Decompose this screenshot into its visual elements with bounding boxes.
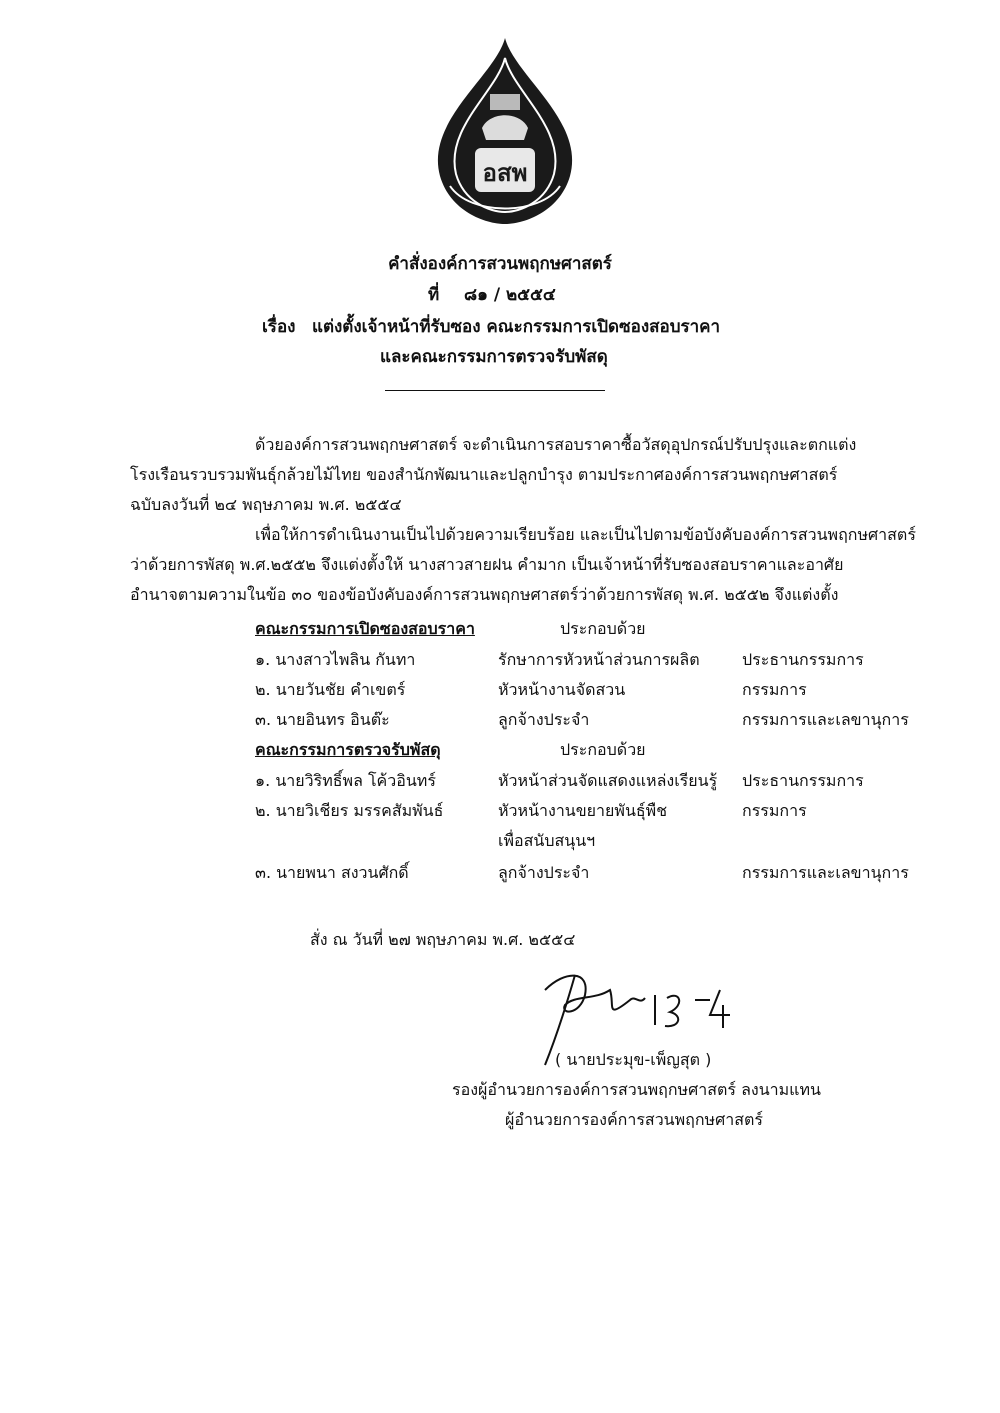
committee1-member1-position: รักษาการหัวหน้าส่วนการผลิต xyxy=(498,650,700,669)
subject-line2: และคณะกรรมการตรวจรับพัสดุ xyxy=(380,347,608,367)
committee2-title: คณะกรรมการตรวจรับพัสดุ xyxy=(255,740,441,759)
signer-name: ( นายประมุข-เพ็ญสุต ) xyxy=(555,1050,712,1069)
committee2-member3-position: ลูกจ้างประจำ xyxy=(498,863,590,882)
para1-line1: ด้วยองค์การสวนพฤกษศาสตร์ จะดำเนินการสอบราคาซื้อวัสดุอุปกรณ์ปรับปรุงและตกแต่ง xyxy=(255,435,857,454)
svg-text:อสพ: อสพ xyxy=(482,159,528,187)
order-number-label: ที่ xyxy=(428,285,440,305)
header-divider xyxy=(385,390,605,391)
committee1-member1-name: ๑. นางสาวไพลิน กันทา xyxy=(255,650,416,669)
committee2-member2-position-cont: เพื่อสนับสนุนฯ xyxy=(498,831,596,850)
committee2-member2-name: ๒. นายวิเชียร มรรคสัมพันธ์ xyxy=(255,801,444,820)
committee1-member2-name: ๒. นายวันชัย คำเขตร์ xyxy=(255,680,406,699)
committee1-member3-role: กรรมการและเลขานุการ xyxy=(742,710,909,729)
committee1-title: คณะกรรมการเปิดซองสอบราคา xyxy=(255,619,475,638)
committee1-member2-role: กรรมการ xyxy=(742,680,807,699)
committee1-member3-name: ๓. นายอินทร อินต๊ะ xyxy=(255,710,390,729)
organization-emblem-icon xyxy=(420,36,590,226)
committee2-member2-position: หัวหน้างานขยายพันธุ์พืช xyxy=(498,801,668,820)
committee2-member3-name: ๓. นายพนา สงวนศักดิ์ xyxy=(255,863,409,882)
para2-line1: เพื่อให้การดำเนินงานเป็นไปด้วยความเรียบร้อย และเป็นไปตามข้อบังคับองค์การสวนพฤกษศาสตร์ xyxy=(255,525,916,544)
para2-line3: อำนาจตามความในข้อ ๓๐ ของข้อบังคับองค์การสวนพฤกษศาสตร์ว่าด้วยการพัสดุ พ.ศ. ๒๕๕๒ จึงแต่งตั้ง xyxy=(130,585,839,604)
committee1-member3-position: ลูกจ้างประจำ xyxy=(498,710,590,729)
para1-line3: ฉบับลงวันที่ ๒๔ พฤษภาคม พ.ศ. ๒๕๕๔ xyxy=(130,495,402,514)
committee2-member1-name: ๑. นายวิริทธิ์พล โค้วอินทร์ xyxy=(255,771,436,790)
committee2-member1-position: หัวหน้าส่วนจัดแสดงแหล่งเรียนรู้ xyxy=(498,771,718,790)
committee1-member2-position: หัวหน้างานจัดสวน xyxy=(498,680,626,699)
committee2-member3-role: กรรมการและเลขานุการ xyxy=(742,863,909,882)
signer-title2: ผู้อำนวยการองค์การสวนพฤกษศาสตร์ xyxy=(505,1110,763,1129)
committee1-consists: ประกอบด้วย xyxy=(560,619,646,638)
order-date: สั่ง ณ วันที่ ๒๗ พฤษภาคม พ.ศ. ๒๕๕๔ xyxy=(310,930,576,949)
subject-line1: แต่งตั้งเจ้าหน้าที่รับซอง คณะกรรมการเปิดซองสอบราคา xyxy=(312,317,721,337)
signer-title1: รองผู้อำนวยการองค์การสวนพฤกษศาสตร์ ลงนามแทน xyxy=(452,1080,821,1099)
para2-line2: ว่าด้วยการพัสดุ พ.ศ.๒๕๕๒ จึงแต่งตั้งให้ นางสาวสายฝน คำมาก เป็นเจ้าหน้าที่รับซองสอบราคาและอาศัย xyxy=(130,555,844,574)
order-title: คำสั่งองค์การสวนพฤกษศาสตร์ xyxy=(388,254,612,274)
committee2-member2-role: กรรมการ xyxy=(742,801,807,820)
subject-label: เรื่อง xyxy=(262,317,296,337)
para1-line2: โรงเรือนรวบรวมพันธุ์กล้วยไม้ไทย ของสำนักพัฒนาและปลูกบำรุง ตามประกาศองค์การสวนพฤกษศาสตร์ xyxy=(130,465,838,484)
committee2-consists: ประกอบด้วย xyxy=(560,740,646,759)
order-number-value: ๘๑ / ๒๕๕๔ xyxy=(464,285,556,305)
committee1-member1-role: ประธานกรรมการ xyxy=(742,650,864,669)
committee2-member1-role: ประธานกรรมการ xyxy=(742,771,864,790)
